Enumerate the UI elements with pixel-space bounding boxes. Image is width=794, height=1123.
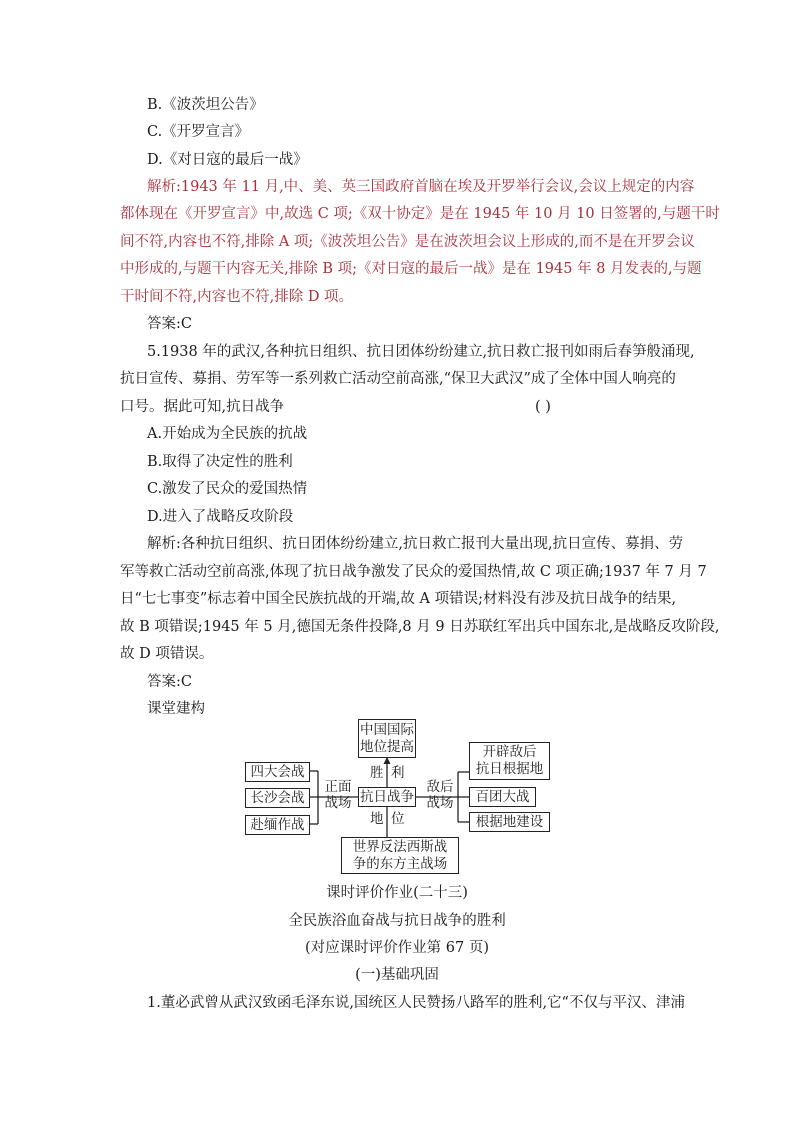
box-line: 中国国际 (360, 721, 414, 738)
analysis-line: 故 D 项错误。 (120, 646, 214, 662)
option-c: C.激发了民众的爱国热情 (147, 481, 308, 497)
question-stem: 5.1938 年的武汉,各种抗日组织、抗日团体纷纷建立,抗日救亡报刊如雨后春笋般涌现, (147, 344, 695, 360)
label-line: 战场 (324, 795, 352, 811)
box-war-of-resistance (358, 787, 416, 807)
label-rear-battlefield (424, 779, 456, 811)
box-main-battlefield (341, 837, 459, 874)
label-line: 敌后 (426, 779, 454, 795)
option-d: D.进入了战略反攻阶段 (147, 509, 294, 525)
label-status-a: 地 (370, 811, 384, 827)
answer-bracket: ( ) (535, 399, 551, 415)
box-base-areas (469, 742, 550, 780)
homework-page-ref: (对应课时评价作业第 67 页) (305, 940, 489, 956)
box-line: 赴缅作战 (250, 816, 305, 833)
box-line: 百团大战 (475, 788, 530, 805)
analysis-line: 解析:1943 年 11 月,中、美、英三国政府首脑在埃及开罗举行会议,会议上规定的内容 (147, 179, 695, 195)
box-burma (245, 815, 310, 835)
analysis-line: 干时间不符,内容也不符,排除 D 项。 (120, 289, 354, 305)
box-line: 长沙会战 (250, 789, 305, 806)
box-hundred-regiments (469, 787, 536, 807)
question-stem: 抗日宣传、募捐、劳军等一系列救亡活动空前高涨,“保卫大武汉”成了全体中国人响亮的 (120, 371, 676, 387)
analysis-line: 解析:各种抗日组织、抗日团体纷纷建立,抗日救亡报刊大量出现,抗日宣传、募捐、劳 (147, 536, 684, 552)
analysis-line: 日“七七事变”标志着中国全民族抗战的开端,故 A 项错误;材料没有涉及抗日战争的结果, (120, 591, 677, 607)
answer-q4: 答案:C (147, 316, 192, 332)
answer-q5: 答案:C (147, 674, 192, 690)
analysis-line: 中形成的,与题干内容无关,排除 B 项;《对日寇的最后一战》是在 1945 年 8 月发表的,与题 (120, 261, 702, 277)
homework-subtitle: 全民族浴血奋战与抗日战争的胜利 (288, 913, 506, 929)
option-a: A.开始成为全民族的抗战 (147, 426, 308, 442)
box-line: 抗日战争 (360, 788, 414, 805)
box-line: 地位提高 (360, 738, 414, 755)
label-line: 战场 (426, 795, 454, 811)
option-c: C.《开罗宣言》 (147, 124, 250, 140)
analysis-line: 故 B 项错误;1945 年 5 月,德国无条件投降,8 月 9 日苏联红军出兵中国东北,是战略反攻阶段, (120, 619, 720, 635)
label-front-battlefield (322, 779, 354, 811)
box-line: 开辟敌后 (482, 744, 537, 760)
label-line: 正面 (324, 779, 352, 795)
box-international-status (358, 719, 416, 758)
option-d: D.《对日寇的最后一战》 (147, 152, 308, 168)
homework-question-1: 1.董必武曾从武汉致函毛泽东说,国统区人民赞扬八路军的胜利,它“不仅与平汉、津浦 (147, 995, 685, 1011)
analysis-line: 都体现在《开罗宣言》中,故选 C 项;《双十协定》是在 1945 年 10 月 10 日签署的,与题干时 (120, 206, 720, 222)
box-line: 四大会战 (250, 763, 305, 780)
box-line: 世界反法西斯战 (352, 838, 448, 855)
label-victory-a: 胜 (370, 765, 384, 781)
homework-section: (一)基础巩固 (355, 967, 439, 983)
homework-title: 课时评价作业(二十三) (326, 885, 468, 901)
box-four-battles (245, 762, 310, 782)
label-victory-b: 利 (391, 765, 405, 781)
box-base-construction (469, 812, 550, 832)
box-line: 争的东方主战场 (352, 855, 448, 872)
analysis-line: 军等救亡活动空前高涨,体现了抗日战争激发了民众的爱国热情,故 C 项正确;1937 年 7 月 7 (120, 564, 707, 580)
box-line: 根据地建设 (475, 813, 544, 830)
label-status-b: 位 (391, 811, 405, 827)
box-line: 抗日根据地 (475, 761, 544, 777)
option-b: B.《波茨坦公告》 (147, 97, 264, 113)
box-changsha (245, 788, 310, 808)
section-title: 课堂建构 (147, 701, 205, 717)
analysis-line: 间不符,内容也不符,排除 A 项;《波茨坦公告》是在波茨坦会议上形成的,而不是在开罗会议 (120, 234, 695, 250)
question-stem: 口号。据此可知,抗日战争 (120, 399, 285, 415)
option-b: B.取得了决定性的胜利 (147, 454, 293, 470)
